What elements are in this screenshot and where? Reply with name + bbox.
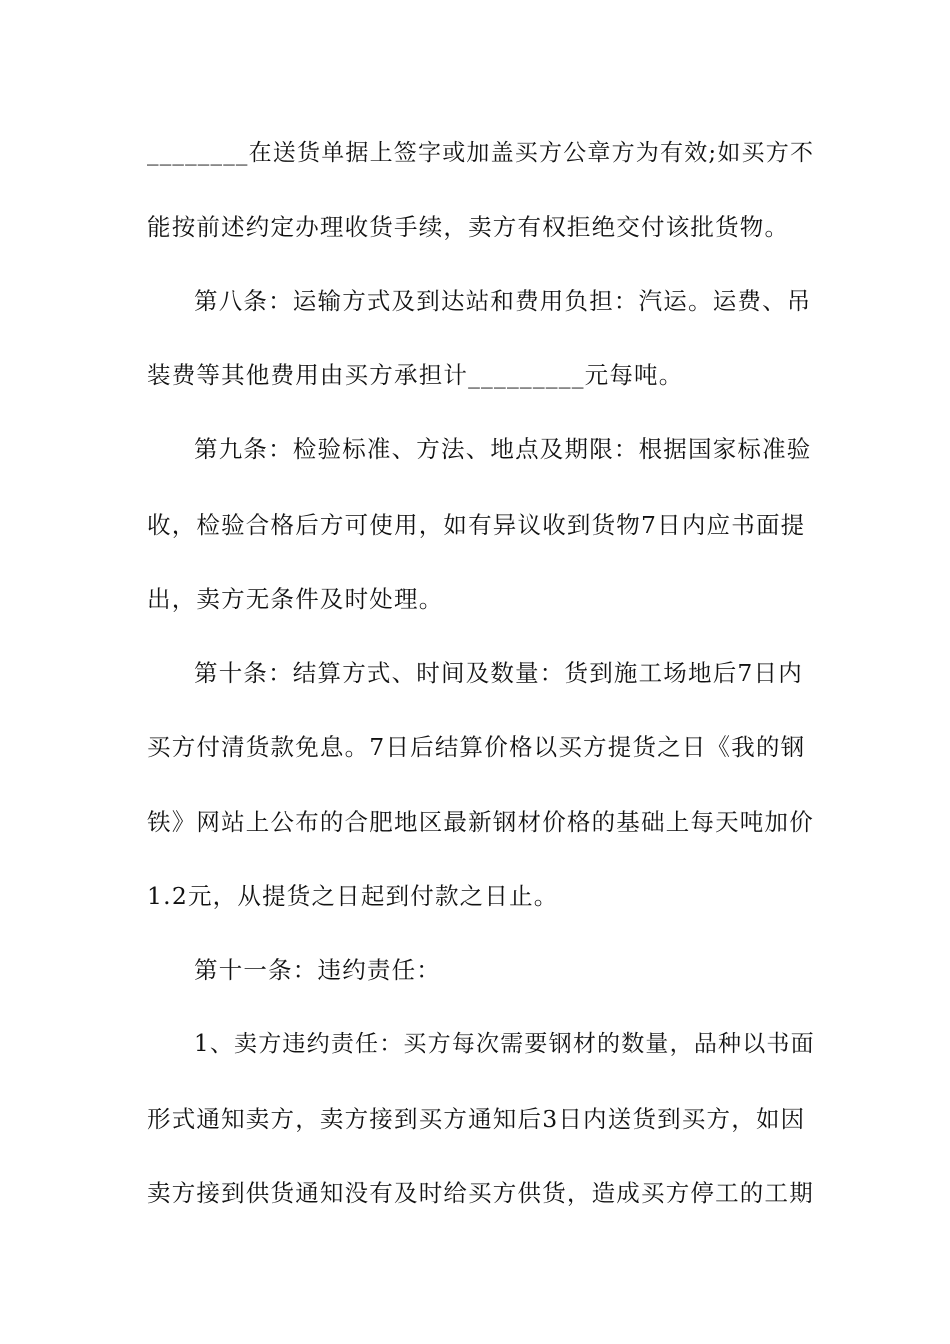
- text-line: 卖方接到供货通知没有及时给买方供货，造成买方停工的工期: [147, 1179, 814, 1207]
- text-line: 出，卖方无条件及时处理。: [147, 585, 444, 613]
- text-line: 买方付清货款免息。7日后结算价格以买方提货之日《我的钢: [147, 733, 806, 761]
- text-line: ________在送货单据上签字或加盖买方公章方为有效;如买方不: [147, 140, 815, 166]
- text-line: 铁》网站上公布的合肥地区最新钢材价格的基础上每天吨加价: [147, 808, 814, 836]
- text-line: 收，检验合格后方可使用，如有异议收到货物7日内应书面提: [147, 511, 806, 539]
- text-line: 装费等其他费用由买方承担计_________元每吨。: [147, 361, 684, 389]
- clause-11-heading-line: 第十一条：违约责任：: [194, 956, 441, 984]
- text-line: 能按前述约定办理收货手续，卖方有权拒绝交付该批货物。: [147, 213, 790, 241]
- clause-10-heading-line: 第十条：结算方式、时间及数量：货到施工场地后7日内: [194, 659, 803, 687]
- list-item-1-line: 1、卖方违约责任：买方每次需要钢材的数量，品种以书面: [194, 1031, 815, 1057]
- clause-8-heading-line: 第八条：运输方式及到达站和费用负担：汽运。运费、吊: [194, 287, 812, 315]
- text-line: 形式通知卖方，卖方接到买方通知后3日内送货到买方，如因: [147, 1105, 806, 1133]
- clause-9-heading-line: 第九条：检验标准、方法、地点及期限：根据国家标准验: [194, 435, 812, 463]
- text-line: 1.2元，从提货之日起到付款之日止。: [147, 882, 559, 910]
